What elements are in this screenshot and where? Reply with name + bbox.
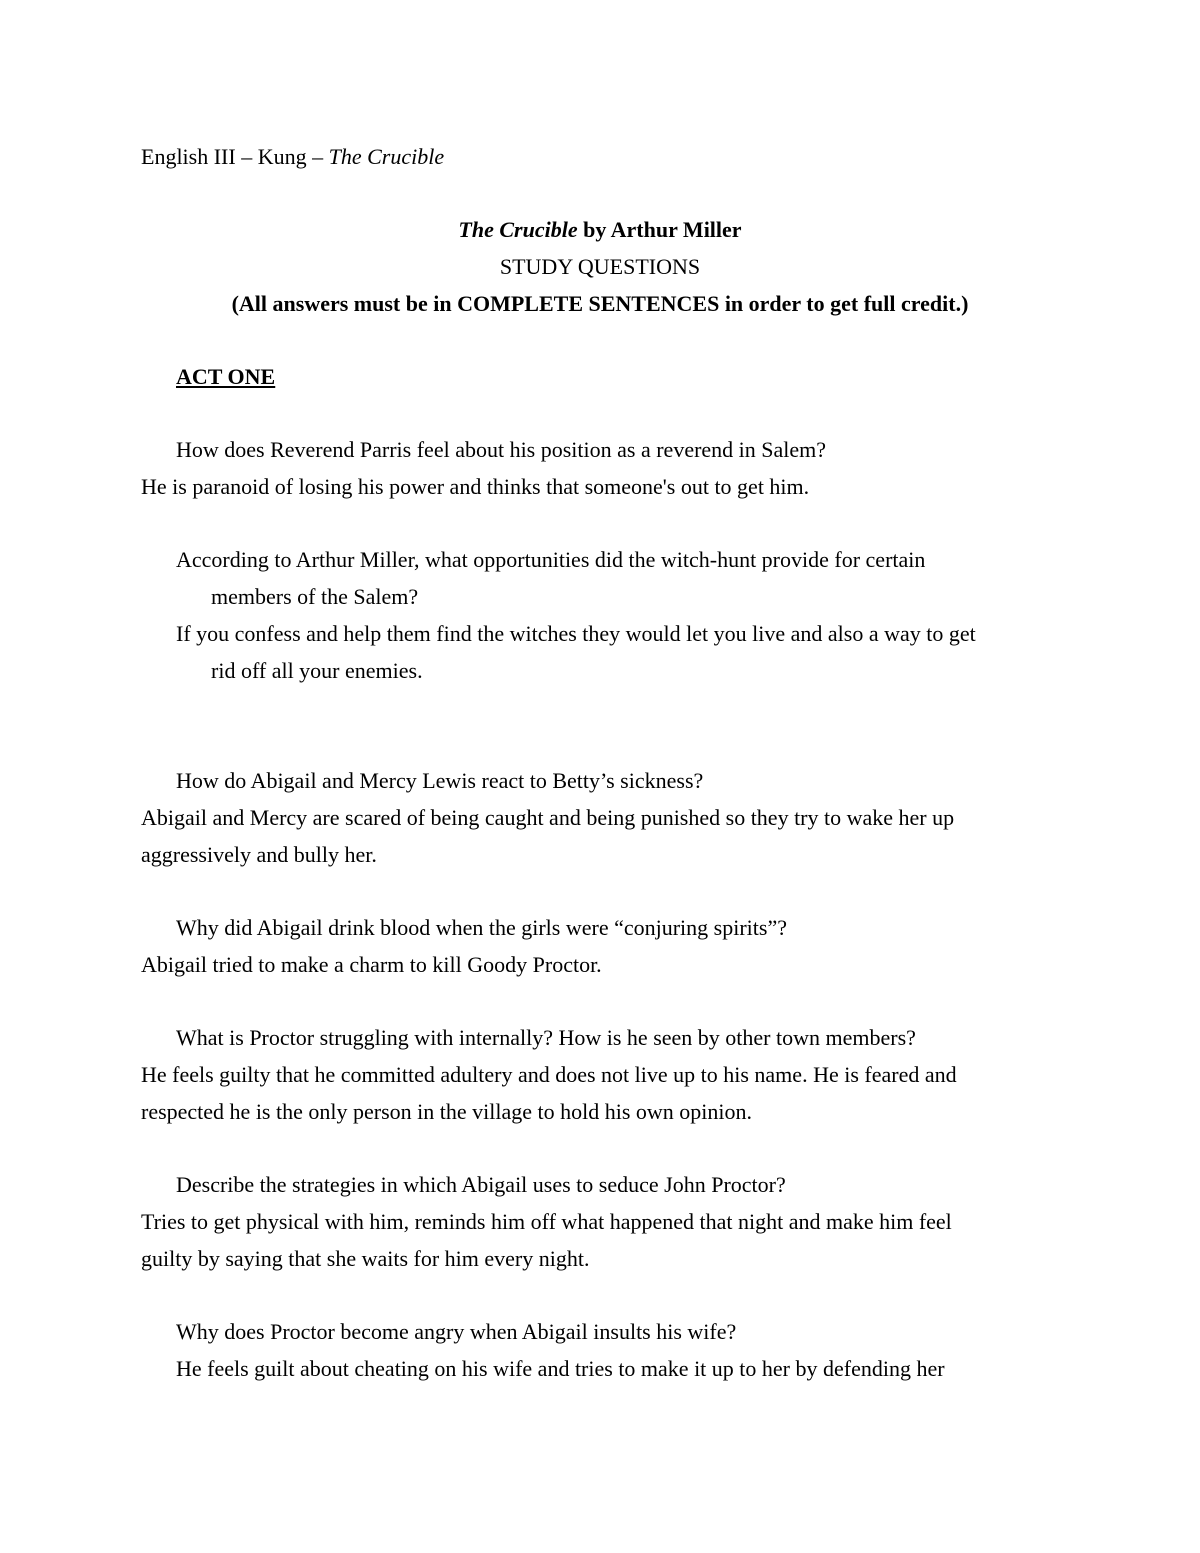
course-prefix: English III – Kung – bbox=[141, 144, 329, 169]
answer-3-line-2: aggressively and bully her. bbox=[141, 842, 377, 867]
book-title-line bbox=[0, 219, 1200, 241]
question-6: Describe the strategies in which Abigail uses to seduce John Proctor? bbox=[176, 1172, 786, 1197]
answer-7: He feels guilt about cheating on his wife and tries to make it up to her by defending her bbox=[176, 1356, 945, 1381]
question-1: How does Reverend Parris feel about his position as a reverend in Salem? bbox=[176, 437, 827, 462]
question-7: Why does Proctor become angry when Abigail insults his wife? bbox=[176, 1319, 737, 1344]
question-2-line-2: members of the Salem? bbox=[211, 584, 419, 609]
answer-1: He is paranoid of losing his power and thinks that someone's out to get him. bbox=[141, 474, 810, 499]
answer-5-line-1: He feels guilty that he committed adultery and does not live up to his name. He is feared and bbox=[141, 1062, 957, 1087]
answer-5-line-2: respected he is the only person in the village to hold his own opinion. bbox=[141, 1099, 753, 1124]
answer-6-line-1: Tries to get physical with him, reminds him off what happened that night and make him feel bbox=[141, 1209, 952, 1234]
book-author: by Arthur Miller bbox=[577, 217, 742, 242]
section-heading: ACT ONE bbox=[176, 364, 276, 389]
answer-3-line-1: Abigail and Mercy are scared of being caught and being punished so they try to wake her up bbox=[141, 805, 955, 830]
question-2-line-1: According to Arthur Miller, what opportunities did the witch-hunt provide for certain bbox=[176, 547, 926, 572]
page-subtitle: STUDY QUESTIONS bbox=[499, 254, 701, 279]
answer-2-line-2: rid off all your enemies. bbox=[211, 658, 423, 683]
document-header bbox=[141, 146, 444, 168]
question-5: What is Proctor struggling with internally? How is he seen by other town members? bbox=[176, 1025, 916, 1050]
question-4: Why did Abigail drink blood when the girls were “conjuring spirits”? bbox=[176, 915, 787, 940]
answer-2-line-1: If you confess and help them find the witches they would let you live and also a way to get bbox=[176, 621, 976, 646]
answer-6-line-2: guilty by saying that she waits for him every night. bbox=[141, 1246, 590, 1271]
answer-4: Abigail tried to make a charm to kill Goody Proctor. bbox=[141, 952, 602, 977]
course-title: The Crucible bbox=[328, 144, 445, 169]
instructions: (All answers must be in COMPLETE SENTENCES in order to get full credit.) bbox=[231, 291, 969, 316]
book-title: The Crucible bbox=[458, 217, 578, 242]
question-3: How do Abigail and Mercy Lewis react to Betty’s sickness? bbox=[176, 768, 704, 793]
